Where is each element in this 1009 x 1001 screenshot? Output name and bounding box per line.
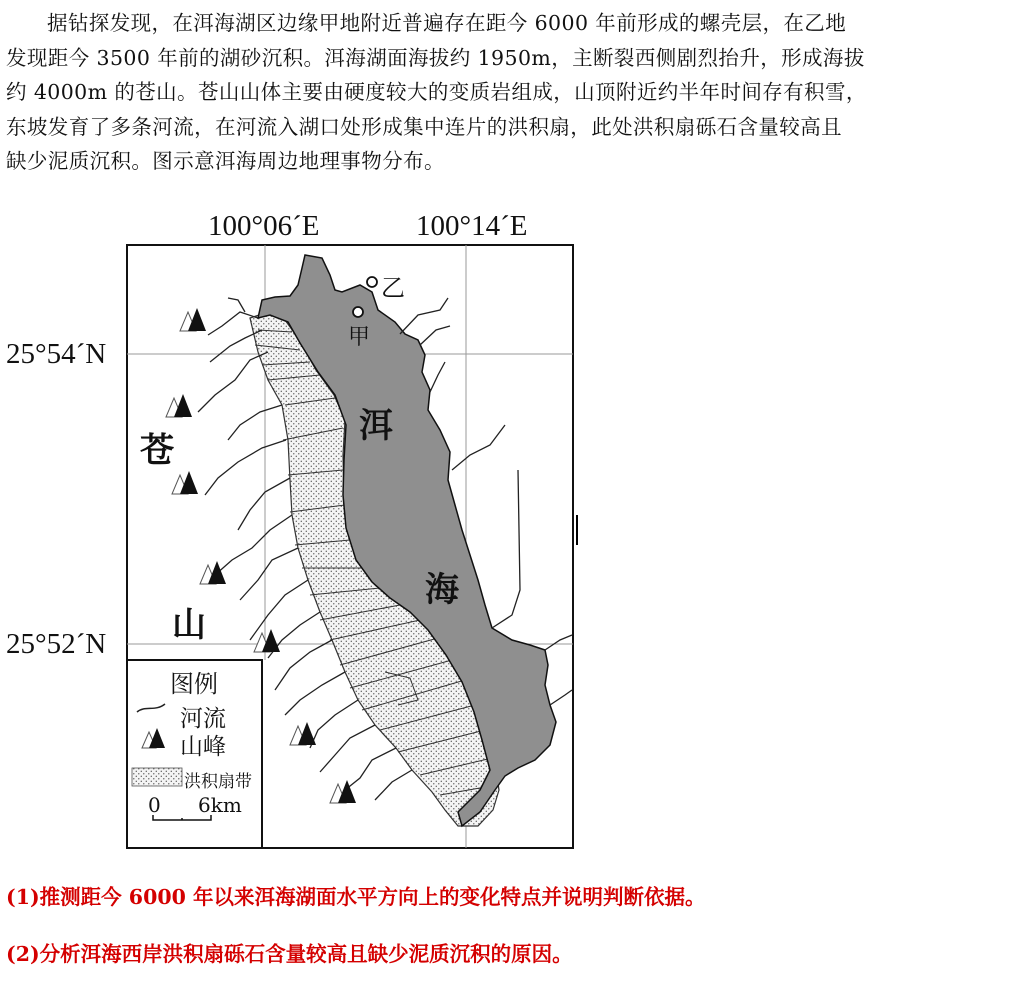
passage-line-2: 发现距今 3500 年前的湖砂沉积。洱海湖面海拔约 1950m，主断裂西侧剧烈抬升，形成海拔 [6,45,865,70]
legend-fan-label: 洪积扇带 [184,772,252,792]
longitude-label-right: 100°14´E [416,210,528,242]
legend-fan-symbol [132,768,182,786]
passage-line-3: 约 4000m 的苍山。苍山山体主要由硬度较大的变质岩组成，山顶附近约半年时间存有积雪， [6,80,867,105]
site-jia-marker [353,307,363,317]
legend-title: 图例 [170,670,218,698]
passage-line-4: 东坡发育了多条河流，在河流入湖口处形成集中连片的洪积扇，此处洪积扇砾石含量较高且 [6,114,842,139]
mountain-label-2: 山 [172,605,206,645]
question-1: (1)推测距今 6000 年以来洱海湖面水平方向上的变化特点并说明判断依据。 [6,885,706,909]
legend-peak-label: 山峰 [180,734,226,760]
legend-river-label: 河流 [180,706,226,732]
lake-label-1: 洱 [359,406,393,446]
text-cursor [576,515,578,545]
question-2: (2)分析洱海西岸洪积扇砾石含量较高且缺少泥质沉积的原因。 [6,942,573,966]
site-yi-marker [367,277,377,287]
lake-label-2: 海 [425,570,459,610]
scale-zero-label: 0 [148,793,161,817]
site-jia-label: 甲 [348,325,371,350]
latitude-label-top: 25°54´N [6,338,107,370]
scale-distance-label: 6km [198,793,242,817]
latitude-label-bottom: 25°52´N [6,628,107,660]
passage-line-5: 缺少泥质沉积。图示意洱海周边地理事物分布。 [6,149,445,174]
site-yi-label: 乙 [381,274,405,302]
passage-line-1: 据钻探发现，在洱海湖区边缘甲地附近普遍存在距今 6000 年前形成的螺壳层，在乙地 [47,11,847,35]
longitude-label-left: 100°06´E [208,210,320,242]
mountain-label-1: 苍 [140,431,174,471]
